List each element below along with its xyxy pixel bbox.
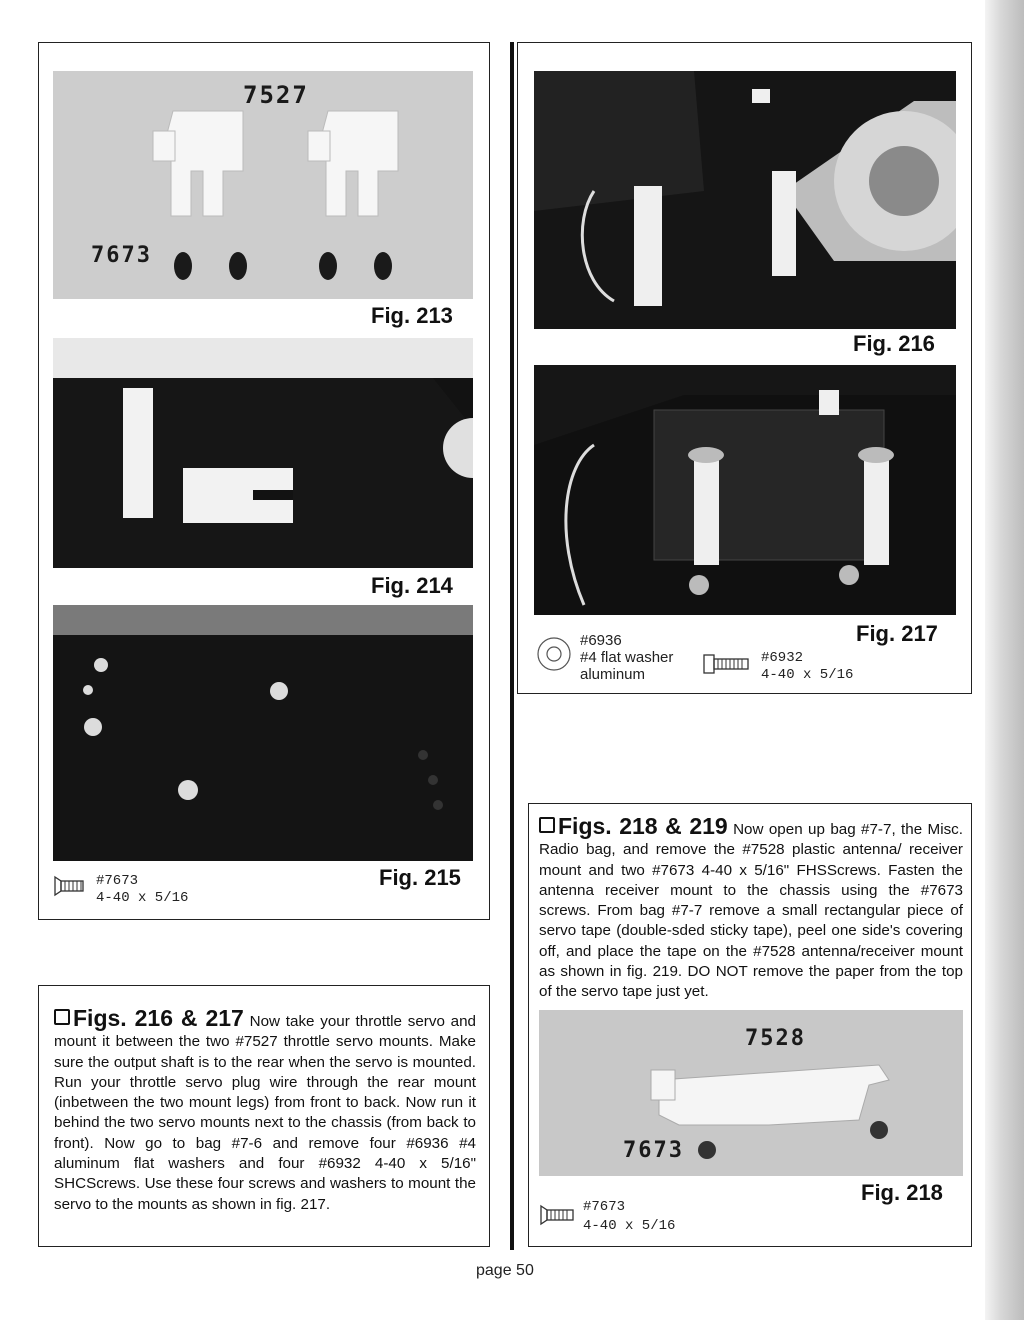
screw-icon bbox=[539, 1204, 575, 1226]
instructions-218-219 bbox=[539, 813, 963, 1003]
fig-217-screw-size: 4-40 x 5/16 bbox=[761, 667, 854, 683]
page-number: page 50 bbox=[476, 1262, 534, 1279]
column-divider bbox=[510, 42, 514, 1250]
checkbox-icon[interactable] bbox=[54, 1009, 70, 1025]
fig-218-screw-size: 4-40 x 5/16 bbox=[583, 1218, 676, 1234]
screw-icon bbox=[702, 653, 752, 675]
instructions-216-217-box bbox=[38, 985, 490, 1247]
fig-215-screw-size: 4-40 x 5/16 bbox=[96, 890, 189, 906]
instructions-218-219-heading: Figs. 218 & 219 bbox=[558, 813, 728, 839]
fig-213-part-label-7527: 7527 bbox=[243, 81, 309, 109]
fig-216-image bbox=[534, 71, 956, 329]
page-edge-shadow bbox=[985, 0, 1024, 1320]
right-figures-box bbox=[517, 42, 972, 694]
fig-216-photo bbox=[534, 71, 956, 329]
instructions-218-219-box bbox=[528, 803, 972, 1247]
fig-217-washer-part: #6936 bbox=[580, 632, 622, 649]
washer-icon bbox=[536, 636, 572, 672]
left-figures-box bbox=[38, 42, 490, 920]
fig-217-washer-desc: #4 flat washer bbox=[580, 649, 674, 666]
fig-215-photo bbox=[53, 605, 473, 861]
instructions-216-217-heading: Figs. 216 & 217 bbox=[73, 1005, 244, 1031]
fig-218-photo bbox=[539, 1010, 963, 1176]
fig-217-label: Fig. 217 bbox=[856, 621, 938, 646]
fig-215-image bbox=[53, 605, 473, 861]
fig-218-part-label-7528: 7528 bbox=[745, 1026, 806, 1051]
fig-216-label: Fig. 216 bbox=[853, 331, 935, 356]
fig-213-photo bbox=[53, 71, 473, 299]
screw-icon bbox=[53, 875, 85, 897]
fig-217-screw-part: #6932 bbox=[761, 650, 804, 666]
fig-218-label: Fig. 218 bbox=[861, 1180, 943, 1205]
fig-214-photo bbox=[53, 338, 473, 568]
fig-218-part-label-7673: 7673 bbox=[623, 1138, 684, 1163]
fig-218-screw-part: #7673 bbox=[583, 1199, 626, 1215]
checkbox-icon[interactable] bbox=[539, 817, 555, 833]
fig-215-label: Fig. 215 bbox=[379, 865, 461, 890]
fig-217-photo bbox=[534, 365, 956, 615]
instructions-218-219-body: Now open up bag #7-7, the Misc. Radio bag, and remove the #7528 plastic antenna/ receiver mount and two #7673 4-40 x 5/16" FHSScrews. Fasten the antenna receiver mount to the chassis using the #7673 screws. From bag #7-7 remove a small rectangular piece of servo tape (double-sded sticky tape), peel one side's covering off, and place the tape on the #7528 antenna/receiver mount as shown in fig. 219. DO NOT remove the paper from the top of the servo tape just yet. bbox=[539, 821, 963, 1001]
fig-214-image bbox=[53, 338, 473, 568]
fig-215-screw-part: #7673 bbox=[96, 873, 139, 889]
fig-213-label: Fig. 213 bbox=[371, 303, 453, 328]
fig-217-washer-material: aluminum bbox=[580, 666, 646, 683]
fig-214-label: Fig. 214 bbox=[371, 573, 453, 598]
instructions-216-217-body: Now take your throttle servo and mount it between the two #7527 throttle servo mounts. Make sure the output shaft is to the rear when the servo is mounted. Run your throttle servo plug wire through the rear mount (inbetween the two mount legs) from front to back. Now run it behind the two servo mounts next to the chassis (from back to front). Now go to bag #7-6 and remove four #6936 #4 aluminum flat washers and four #6932 4-40 x 5/16" SHCScrews. Use these four screws and washers to mount the servo to the mounts as shown in fig. 217. bbox=[54, 1013, 476, 1213]
fig-217-image bbox=[534, 365, 956, 615]
fig-213-part-label-7673: 7673 bbox=[91, 243, 152, 268]
instructions-216-217 bbox=[54, 1005, 476, 1215]
